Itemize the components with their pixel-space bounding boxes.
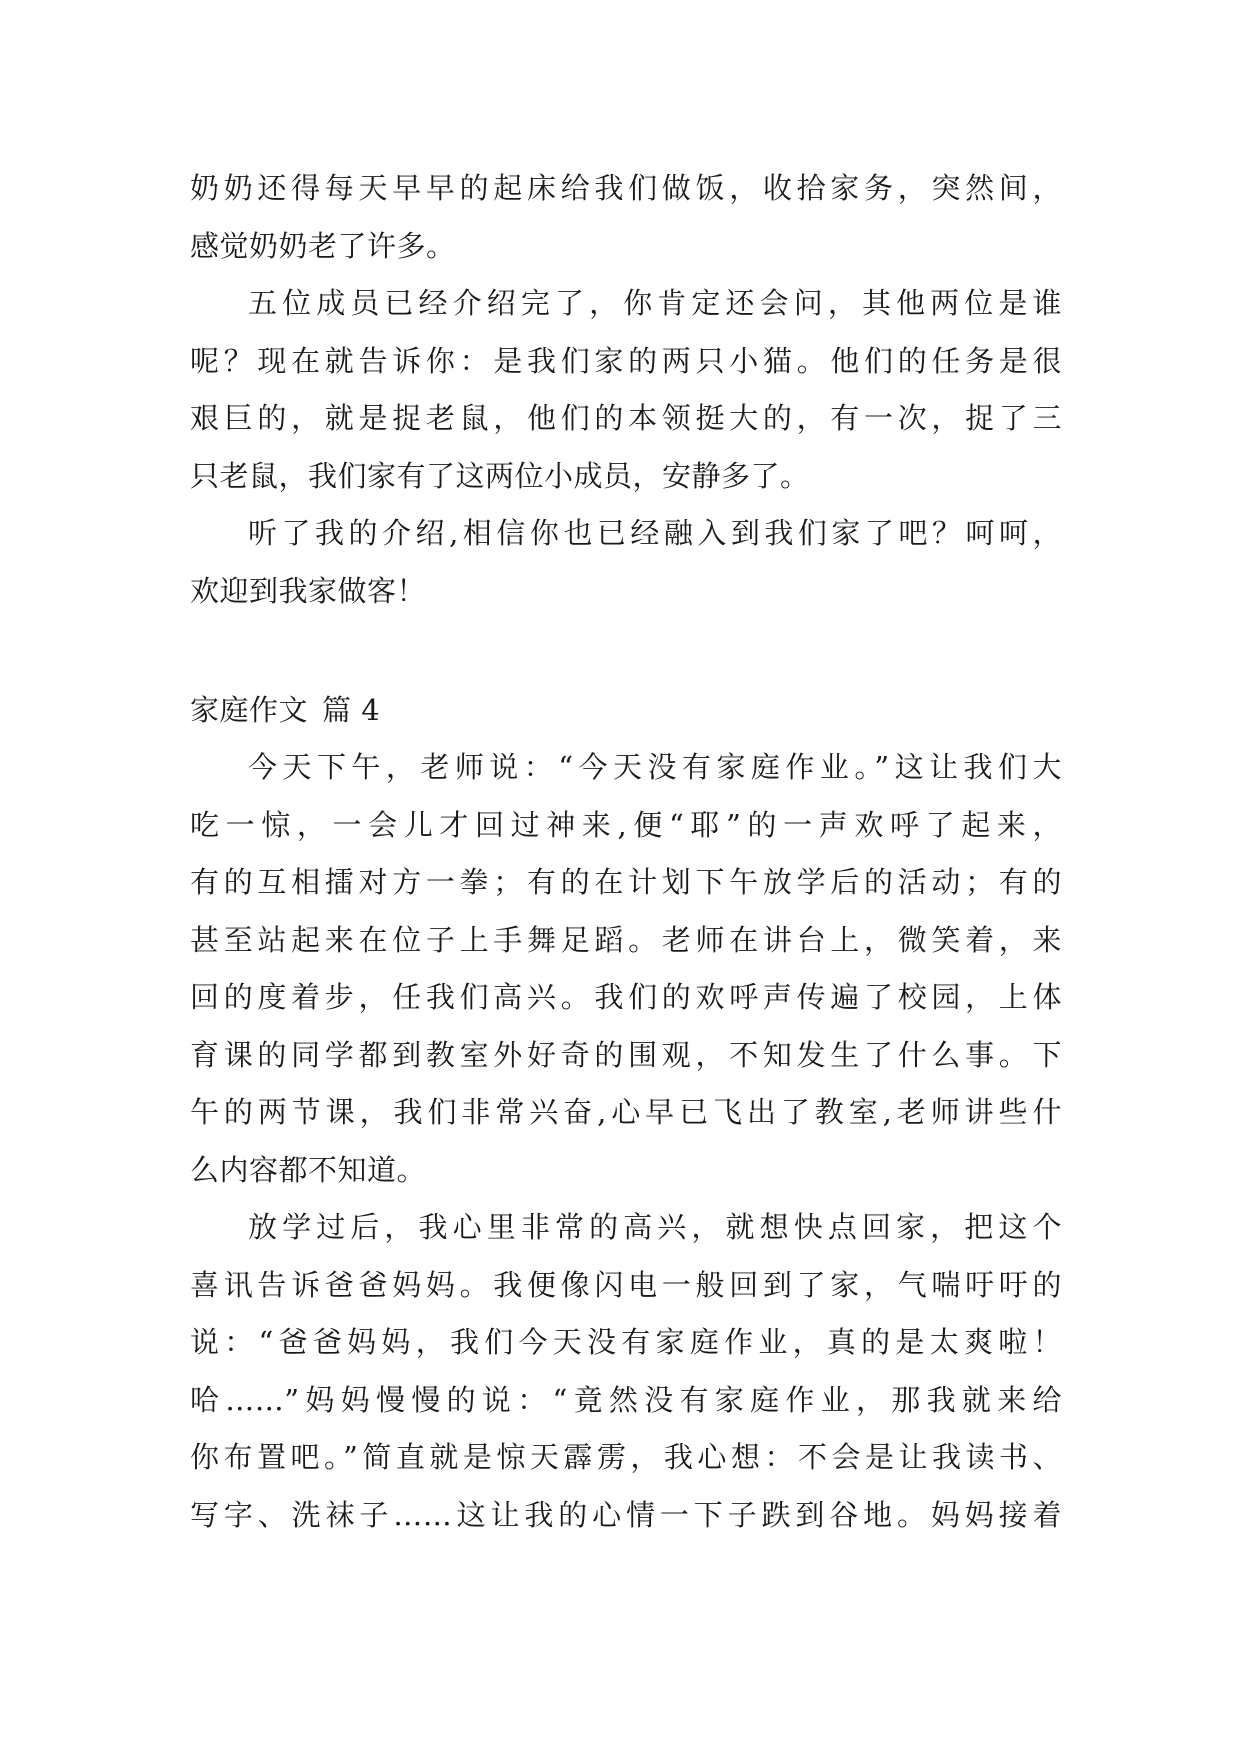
essay-section-4 <box>190 739 1062 1544</box>
text-line: 只老鼠，我们家有了这两位小成员，安静多了。 <box>190 458 810 493</box>
text-line: 写字、洗袜子……这让我的心情一下子跌到谷地。妈妈接着 <box>190 1497 1062 1532</box>
section-number: 篇 4 <box>322 693 381 727</box>
text-line: 有的互相擂对方一拳；有的在计划下午放学后的活动；有的 <box>190 865 1062 899</box>
section-title: 家庭作文 <box>190 693 309 727</box>
text-line: 五位成员已经介绍完了，你肯定还会问，其他两位是谁 <box>248 286 1062 320</box>
text-line: 听了我的介绍,相信你也已经融入到我们家了吧？呵呵， <box>248 516 1062 550</box>
paragraph <box>190 739 1062 1199</box>
section-heading <box>190 682 380 740</box>
text-line: 感觉奶奶老了许多。 <box>190 228 456 263</box>
text-line: 你布置吧。”简直就是惊天霹雳，我心想：不会是让我读书、 <box>190 1440 1062 1474</box>
text-line: 说：“爸爸妈妈，我们今天没有家庭作业，真的是太爽啦！ <box>190 1325 1062 1359</box>
essay-continuation <box>190 160 1062 620</box>
paragraph <box>190 505 1062 620</box>
paragraph <box>190 160 1062 275</box>
text-line: 午的两节课，我们非常兴奋,心早已飞出了教室,老师讲些什 <box>190 1095 1062 1129</box>
text-line: 甚至站起来在位子上手舞足蹈。老师在讲台上，微笑着，来 <box>190 922 1062 957</box>
text-line: 哈……”妈妈慢慢的说：“竟然没有家庭作业，那我就来给 <box>190 1382 1062 1417</box>
paragraph <box>190 1199 1062 1544</box>
text-line: 艰巨的，就是捉老鼠，他们的本领挺大的，有一次，捉了三 <box>190 401 1062 435</box>
paragraph <box>190 275 1062 505</box>
text-line: 今天下午，老师说：“今天没有家庭作业。”这让我们大 <box>248 750 1062 784</box>
text-line: 欢迎到我家做客！ <box>190 573 427 608</box>
text-line: 么内容都不知道。 <box>190 1152 427 1187</box>
text-line: 喜讯告诉爸爸妈妈。我便像闪电一般回到了家，气喘吁吁的 <box>190 1267 1062 1302</box>
text-line: 吃一惊，一会儿才回过神来,便“耶”的一声欢呼了起来， <box>190 807 1062 842</box>
text-line: 奶奶还得每天早早的起床给我们做饭，收拾家务，突然间， <box>190 171 1062 205</box>
text-line: 育课的同学都到教室外好奇的围观，不知发生了什么事。下 <box>190 1037 1062 1072</box>
text-line: 放学过后，我心里非常的高兴，就想快点回家，把这个 <box>248 1210 1062 1244</box>
text-line: 回的度着步，任我们高兴。我们的欢呼声传遍了校园，上体 <box>190 980 1062 1014</box>
text-line: 呢？现在就告诉你：是我们家的两只小猫。他们的任务是很 <box>190 343 1062 378</box>
